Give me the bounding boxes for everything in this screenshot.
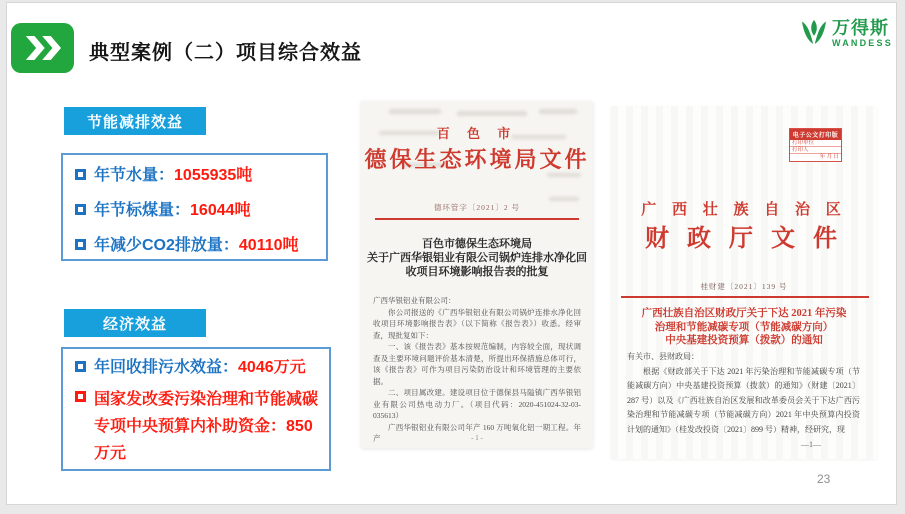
square-bullet-icon: [75, 361, 86, 372]
item-label: 国家发改委污染治理和节能减碳专项中央预算内补助资金：: [94, 391, 319, 435]
doc1-body: 广西华银铝业有限公司： 你公司报送的《广西华银铝业有限公司锅炉连排水净化回收项目环境影响报告表》（以下简称《报告表》）收悉。经审查，现批复如下： 一、该《报告表》基本按规范编制，内容较全面，现状调查及主要环境问题评价基本清楚，所提出环保措施总体可行，该《报告表》可作为项目污染防治设计和环境管理的主要依据。 二、项目属改建。建设项目位于德保县马隘镇广西华银铝业有限公司热电动力厂。（项目代码：2020-451024-32-03-035613） 广西华银铝业有限公司年产 160 万吨氧化铝一期工程。年产: [373, 296, 581, 443]
slide-page-number: 23: [817, 472, 831, 486]
item-label: 年节标煤量：: [94, 202, 191, 219]
economic-benefit-box: [61, 347, 331, 471]
double-chevron-icon: [11, 23, 74, 73]
stamp-row: 年 月 日: [819, 154, 839, 160]
doc1-page-number: - 1 -: [471, 434, 483, 442]
square-bullet-icon: [75, 391, 86, 402]
doc1-number: 德环管字〔2021〕2 号: [433, 203, 521, 212]
item-label: 年节水量：: [94, 167, 175, 184]
electronic-document-stamp: [789, 128, 842, 162]
doc2-page-number: —1—: [801, 440, 821, 449]
item-value: 1055935吨: [174, 167, 253, 184]
leaf-logo-icon: [799, 14, 829, 55]
doc2-red-divider: [621, 296, 869, 298]
doc1-subject: 百色市德保生态环境局 关于广西华银铝业有限公司锅炉连排水净化回 收项目环境影响报告表的批复: [367, 238, 587, 278]
scanned-document-debao-environment-bureau: [361, 101, 593, 448]
item-label: 年回收排污水效益：: [94, 359, 239, 376]
brand-name-cn: 万得斯: [832, 18, 889, 38]
item-value: 4046万元: [238, 359, 306, 376]
doc1-red-divider: [375, 218, 579, 220]
doc2-subject: 广西壮族自治区财政厅关于下达 2021 年污染 治理和节能减碳专项（节能减碳方向） 中央基建投资预算（拨款）的通知: [641, 308, 847, 346]
list-item: [73, 199, 322, 222]
square-bullet-icon: [75, 239, 86, 250]
stamp-row: 打印人: [790, 147, 841, 154]
page-title: 典型案例（二）项目综合效益: [89, 42, 362, 64]
list-item: [73, 234, 322, 257]
list-item: [73, 164, 322, 187]
doc1-city: 百 色 市: [436, 126, 518, 141]
stamp-title: 电子公文打印版: [790, 129, 841, 140]
item-label: 年减少CO2排放量：: [94, 237, 239, 254]
brand-name-en: WANDESS: [832, 38, 893, 48]
slide: [6, 2, 897, 505]
doc2-body: 有关市、县财政局： 根据《财政部关于下达 2021 年污染治理和节能减碳专项（节能减碳方向）中央基建投资预算（拨款）的通知》（财建〔2021〕287 号）以及《广西壮族自治区发展和改革委员会关于下达广西污染治理和节能减碳专项（节能减碳方向）2021 年中央预算内投资计划的通知》（桂发改投资〔2021〕899 号）精神，经研究，现: [627, 352, 860, 434]
section-header-economic: 经济效益: [64, 309, 206, 337]
item-value: 16044吨: [190, 202, 251, 219]
item-value: 850万元: [94, 418, 313, 462]
square-bullet-icon: [75, 169, 86, 180]
doc1-agency-title: 德保生态环境局文件: [364, 147, 590, 172]
energy-saving-benefit-box: [61, 153, 328, 261]
doc2-agency-title: 财 政 厅 文 件: [645, 226, 843, 252]
section-header-energy-saving: 节能减排效益: [64, 107, 206, 135]
doc2-region: 广 西 壮 族 自 治 区: [641, 202, 847, 218]
brand-logo: [799, 14, 893, 55]
list-item: [73, 386, 325, 467]
square-bullet-icon: [75, 204, 86, 215]
scanned-document-guangxi-finance-department: [611, 106, 877, 459]
list-item: [73, 356, 325, 379]
stamp-row: 打印单位: [790, 140, 841, 147]
doc2-number: 桂财建〔2021〕139 号: [700, 282, 788, 291]
item-value: 40110吨: [238, 237, 299, 254]
